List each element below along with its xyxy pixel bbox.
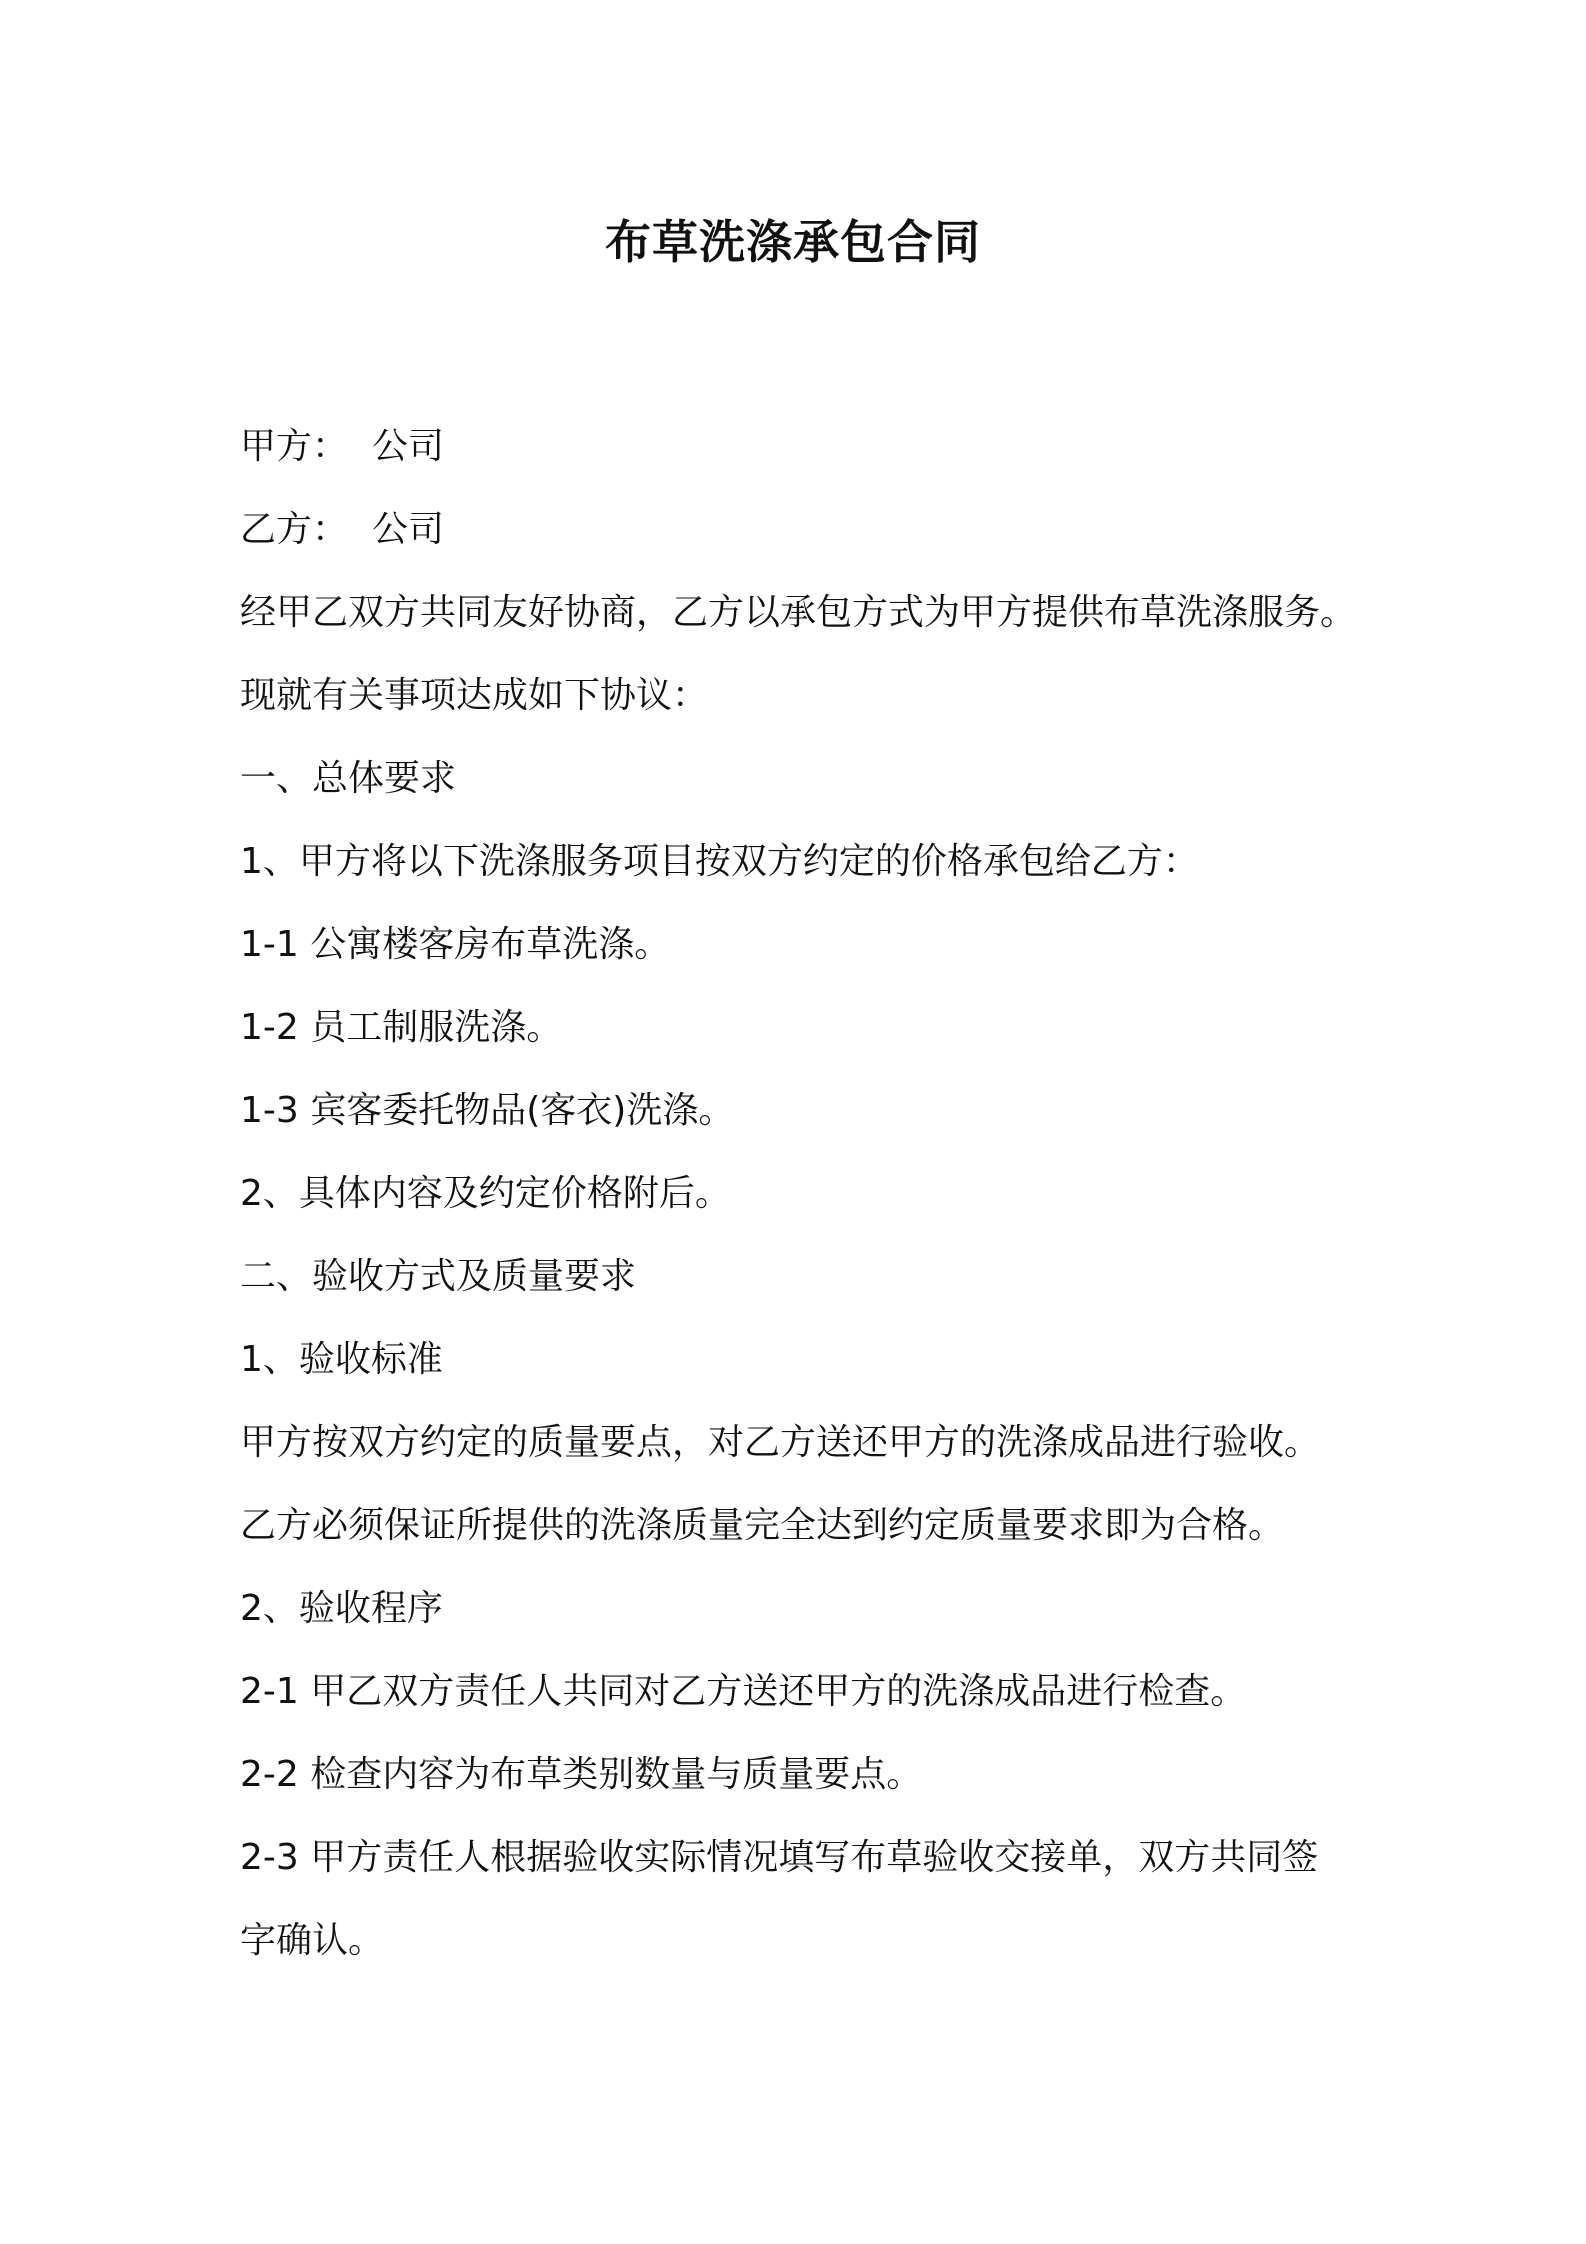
clause-1: 1、甲方将以下洗涤服务项目按双方约定的价格承包给乙方： (240, 841, 1199, 882)
paragraph-standard-1: 甲方按双方约定的质量要点，对乙方送还甲方的洗涤成品进行验收。 (240, 1422, 1321, 1463)
paragraph-standard-2: 乙方必须保证所提供的洗涤质量完全达到约定质量要求即为合格。 (240, 1505, 1285, 1546)
party-a-line (240, 405, 1390, 488)
clause-1-3: 1-3 宾客委托物品(客衣)洗涤。 (240, 1090, 735, 1131)
clause-2: 2、具体内容及约定价格附后。 (240, 1173, 731, 1214)
paragraph-intro: 经甲乙双方共同友好协商，乙方以承包方式为甲方提供布草洗涤服务。 (240, 592, 1357, 633)
clause-acceptance-procedure: 2、验收程序 (240, 1588, 443, 1629)
party-b-label: 乙方： (240, 509, 349, 550)
party-a-label: 甲方： (240, 426, 349, 467)
clause-1-2: 1-2 员工制服洗涤。 (240, 1007, 563, 1048)
section-heading-acceptance: 二、验收方式及质量要求 (240, 1256, 637, 1297)
contract-body (240, 405, 1390, 1982)
party-a-value: 公司 (372, 426, 445, 467)
clause-1-1: 1-1 公寓楼客房布草洗涤。 (240, 924, 671, 965)
party-b-value: 公司 (372, 509, 445, 550)
clause-2-3: 2-3 甲方责任人根据验收实际情况填写布草验收交接单，双方共同签 (240, 1837, 1319, 1878)
clause-acceptance-standard: 1、验收标准 (240, 1339, 443, 1380)
clause-2-2: 2-2 检查内容为布草类别数量与质量要点。 (240, 1754, 923, 1795)
clause-2-1: 2-1 甲乙双方责任人共同对乙方送还甲方的洗涤成品进行检查。 (240, 1671, 1247, 1712)
clause-2-3-continued: 字确认。 (240, 1920, 385, 1961)
party-b-line (240, 488, 1390, 571)
document-title: 布草洗涤承包合同 (605, 215, 981, 269)
paragraph-agreement: 现就有关事项达成如下协议： (240, 675, 709, 716)
section-heading-general: 一、总体要求 (240, 758, 457, 799)
